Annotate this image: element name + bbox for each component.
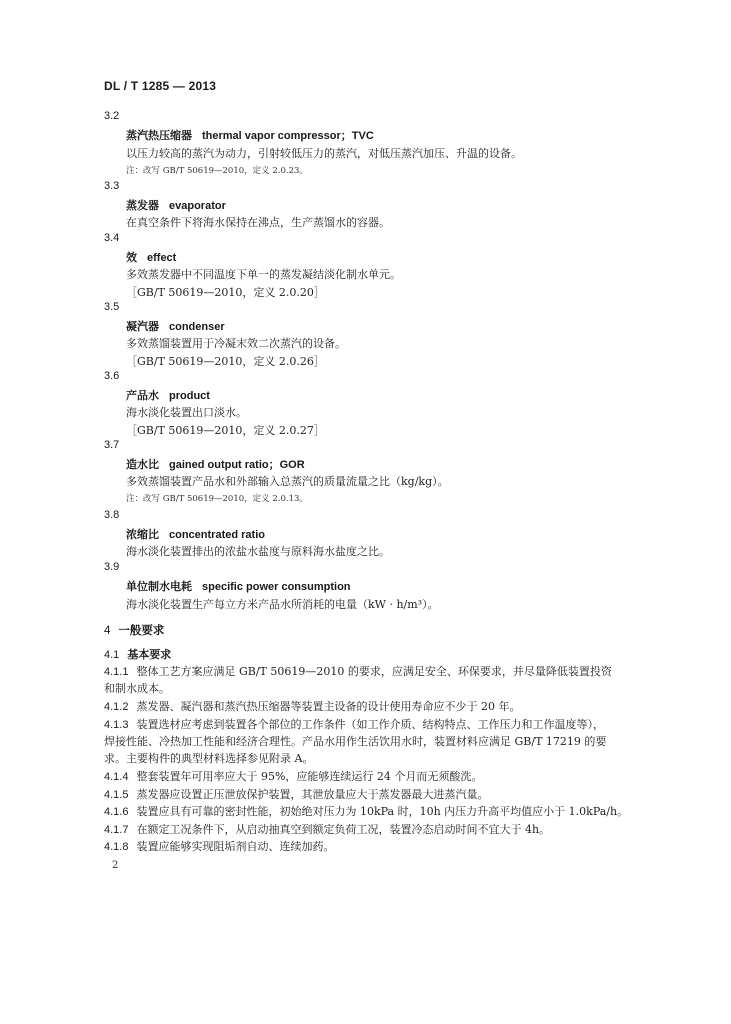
clause-number: 4.1.8 [104, 841, 129, 853]
term-title-cn: 造水比 [126, 458, 159, 471]
clause-number: 4.1.5 [104, 789, 129, 801]
section-heading [104, 622, 164, 638]
clause-continuation: 和制水成本。 [104, 682, 170, 695]
section-title: 一般要求 [118, 623, 165, 637]
term-number: 3.3 [104, 180, 120, 192]
term-title-en: condenser [169, 321, 225, 333]
clause-number: 4.1.6 [104, 806, 129, 818]
term-title-en: effect [147, 252, 177, 264]
term-reference: ［GB/T 50619—2010，定义 2.0.27］ [126, 424, 325, 437]
term-title [126, 197, 226, 213]
clause-text: 蒸发器应设置正压泄放保护装置，其泄放量应大于蒸发器最大进蒸汽量。 [136, 788, 489, 801]
term-title [126, 456, 305, 472]
term-number: 3.8 [104, 509, 120, 521]
clause [104, 716, 604, 732]
section-number: 4 [104, 625, 111, 637]
term-number: 3.9 [104, 561, 120, 573]
clause-text: 装置应能够实现阻垢剂自动、连续加药。 [136, 840, 335, 853]
term-definition: 多效蒸馏装置用于冷凝末效二次蒸汽的设备。 [126, 337, 346, 350]
clause-text: 装置选材应考虑到装置各个部位的工作条件（如工作介质、结构特点、工作压力和工作温度等）， [136, 718, 604, 731]
term-title [126, 127, 374, 143]
clause [104, 768, 482, 784]
term-title [126, 578, 351, 594]
clause-continuation: 焊接性能、冷热加工性能和经济合理性。产品水用作生活饮用水时，装置材料应满足 GB/T 17219 的要 [104, 735, 607, 748]
subsection-heading [104, 646, 171, 662]
term-note: 注：改写 GB/T 50619—2010，定义 2.0.23。 [126, 166, 308, 176]
term-title-cn: 浓缩比 [126, 528, 159, 541]
clause-text: 装置应具有可靠的密封性能，初始绝对压力为 10kPa 时，10h 内压力升高平均值应小于 1.0kPa/h。 [136, 805, 629, 818]
term-title-cn: 产品水 [126, 389, 159, 402]
term-definition: 多效蒸发器中不同温度下单一的蒸发凝结淡化制水单元。 [126, 268, 401, 281]
clause [104, 786, 488, 802]
term-title-en: product [169, 390, 210, 402]
clause-text: 整体工艺方案应满足 GB/T 50619—2010 的要求，应满足安全、环保要求，并尽量降低装置投资 [136, 665, 612, 678]
subsection-title: 基本要求 [127, 648, 172, 661]
term-number: 3.7 [104, 439, 120, 451]
term-title-en: concentrated ratio [169, 529, 265, 541]
term-number: 3.2 [104, 110, 120, 122]
clause-number: 4.1.1 [104, 666, 129, 678]
clause-continuation: 求。主要构件的典型材料选择参见附录 A。 [104, 752, 314, 765]
term-number: 3.4 [104, 232, 120, 244]
term-title-en: specific power consumption [202, 581, 351, 593]
term-title-en: evaporator [169, 200, 226, 212]
term-definition: 以压力较高的蒸汽为动力，引射较低压力的蒸汽，对低压蒸汽加压、升温的设备。 [126, 147, 522, 160]
clause [104, 821, 550, 837]
clause-number: 4.1.2 [104, 701, 129, 713]
term-title-cn: 效 [126, 251, 137, 264]
subsection-number: 4.1 [104, 649, 120, 661]
clause-text: 蒸发器、凝汽器和蒸汽热压缩器等装置主设备的设计使用寿命应不少于 20 年。 [136, 700, 521, 713]
term-title-cn: 蒸发器 [126, 199, 159, 212]
clause-number: 4.1.4 [104, 771, 129, 783]
term-title-cn: 蒸汽热压缩器 [126, 129, 192, 142]
term-reference: ［GB/T 50619—2010，定义 2.0.20］ [126, 286, 325, 299]
term-title [126, 318, 225, 334]
term-definition: 海水淡化装置出口淡水。 [126, 406, 247, 419]
clause [104, 803, 628, 819]
term-number: 3.6 [104, 370, 120, 382]
clause [104, 838, 334, 854]
clause-text: 整套装置年可用率应大于 95%，应能够连续运行 24 个月而无须酸洗。 [136, 770, 483, 783]
term-title [126, 526, 265, 542]
term-title-cn: 凝汽器 [126, 320, 159, 333]
clause [104, 698, 520, 714]
term-definition: 多效蒸馏装置产品水和外部输入总蒸汽的质量流量之比（kg/kg）。 [126, 475, 449, 488]
clause-number: 4.1.7 [104, 824, 129, 836]
term-reference: ［GB/T 50619—2010，定义 2.0.26］ [126, 355, 325, 368]
standard-header: DL / T 1285 — 2013 [104, 79, 217, 93]
page-number: 2 [112, 860, 119, 871]
term-title [126, 387, 210, 403]
term-title [126, 249, 176, 265]
term-number: 3.5 [104, 301, 120, 313]
term-definition: 海水淡化装置排出的浓盐水盐度与原料海水盐度之比。 [126, 545, 390, 558]
term-definition: 海水淡化装置生产每立方米产品水所消耗的电量（kW · h/m³）。 [126, 598, 439, 611]
term-title-cn: 单位制水电耗 [126, 580, 192, 593]
term-note: 注：改写 GB/T 50619—2010，定义 2.0.13。 [126, 494, 308, 504]
term-definition: 在真空条件下将海水保持在沸点，生产蒸馏水的容器。 [126, 216, 390, 229]
term-title-en: thermal vapor compressor；TVC [202, 130, 374, 142]
clause [104, 663, 612, 679]
clause-text: 在额定工况条件下，从启动抽真空到额定负荷工况，装置冷态启动时间不宜大于 4h。 [136, 823, 551, 836]
term-title-en: gained output ratio；GOR [169, 459, 305, 471]
clause-number: 4.1.3 [104, 719, 129, 731]
